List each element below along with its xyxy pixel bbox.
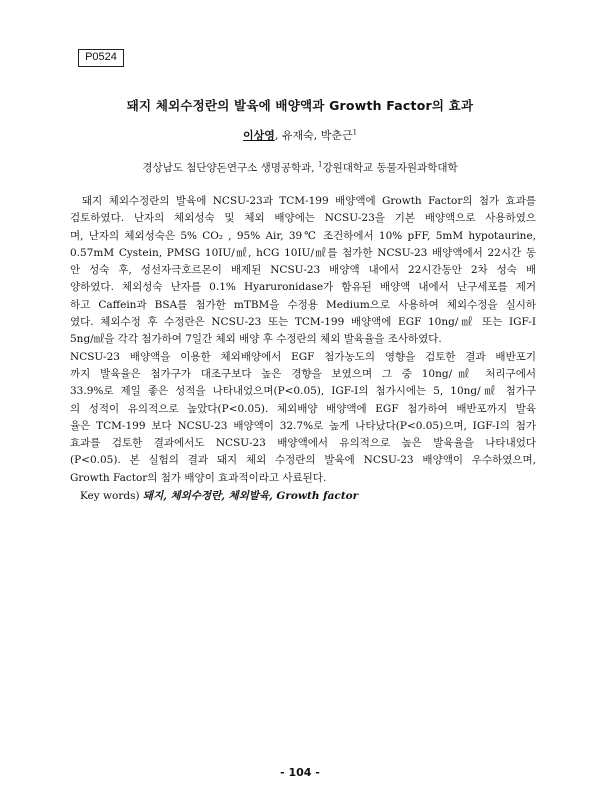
first-author: 이상영 <box>242 129 275 142</box>
affiliation-line <box>0 160 600 175</box>
keywords-terms: 돼지, 체외수정란, 체외발육, Growth factor <box>142 490 359 502</box>
paper-title: 돼지 체외수정란의 발육에 배양액과 Growth Factor의 효과 <box>126 98 474 113</box>
affiliation-mark: 1 <box>317 160 323 169</box>
abstract-line: 하고 Caffein과 BSA를 첨가한 mTBM을 수정용 Medium으로 사용하여 체외수정을 실시하 <box>70 298 536 311</box>
affiliation-primary: 경상남도 첨단양돈연구소 생명공학과, <box>142 162 318 174</box>
keywords-label: Key words) <box>80 490 143 502</box>
abstract-line: 5ng/㎖을 각각 첨가하여 7일간 체외 배양 후 수정란의 체외 발육율을 조사하였다. <box>70 333 442 346</box>
abstract-line: 검토하였다. 난자의 체외성숙 및 체외 배양에는 NCSU-23을 기본 배양액으로 사용하였으 <box>70 212 536 225</box>
abstract-line: 의 성적이 유의적으로 높았다(P<0.05). 체외배양 배양액에 EGF 첨가하여 배반포까지 발육 <box>70 402 536 415</box>
keywords-line <box>80 488 540 503</box>
abstract-line: 돼지 체외수정란의 발육에 NCSU-23과 TCM-199 배양액에 Growth Factor의 첨가 효과를 <box>82 195 536 207</box>
abstract-line: 양하였다. 체외성숙 난자를 0.1% Hyaruronidase가 함유된 배양액 내에서 난구세포를 제거 <box>70 281 536 294</box>
abstract-line: 33.9%로 제일 좋은 성적을 나타내었으며(P<0.05), IGF-I의 첨가시에는 5, 10ng/㎖ 첨가구 <box>70 385 536 398</box>
authors-line <box>0 127 600 143</box>
abstract-line: 효과를 검토한 결과에서도 NCSU-23 배양액에서 유의적으로 높은 발육율을 나타내었다 <box>70 437 536 450</box>
co-author-affiliation-mark: 1 <box>352 128 358 137</box>
page-number: - 104 - <box>280 766 320 779</box>
abstract-line: 0.57mM Cystein, PMSG 10IU/㎖, hCG 10IU/㎖를 첨가한 NCSU-23 배양액에서 22시간 동 <box>70 246 536 259</box>
abstract-line: NCSU-23 배양액을 이용한 체외배양에서 EGF 첨가농도의 영향을 검토한 결과 배반포기 <box>70 350 536 363</box>
abstract-line: 였다. 체외수정 후 수정란은 NCSU-23 또는 TCM-199 배양액에 EGF 10ng/㎖ 또는 IGF-I <box>70 316 536 329</box>
co-authors: , 유재숙, 박춘근 <box>274 129 353 142</box>
abstract-line: 안 성숙 후, 성선자극호르몬이 배제된 NCSU-23 배양액 내에서 22시간동안 2차 성숙 배 <box>70 264 536 277</box>
abstract-line: (P<0.05). 본 실험의 결과 돼지 체외 수정란의 발육에 NCSU-23 배양액이 우수하였으며, <box>70 454 536 467</box>
paper-code-box: P0524 <box>78 49 124 67</box>
abstract-line: 며, 난자의 체외성숙은 5% CO₂ , 95% Air, 39℃ 조건하에서 10% pFF, 5mM hypotaurine, <box>70 229 536 242</box>
affiliation-secondary: 강원대학교 동물자원과학대학 <box>322 162 458 174</box>
abstract-line: Growth Factor의 첨가 배양이 효과적이라고 사료된다. <box>70 471 327 484</box>
abstract-line: 까지 발육율은 첨가구가 대조구보다 높은 경향을 보였으며 그 중 10ng/㎖ 처리구에서 <box>70 367 536 380</box>
abstract-line: 율은 TCM-199 보다 NCSU-23 배양액이 32.7%로 높게 나타났다(P<0.05)으며, IGF-I의 첨가 <box>70 419 536 432</box>
abstract-body <box>70 193 536 487</box>
